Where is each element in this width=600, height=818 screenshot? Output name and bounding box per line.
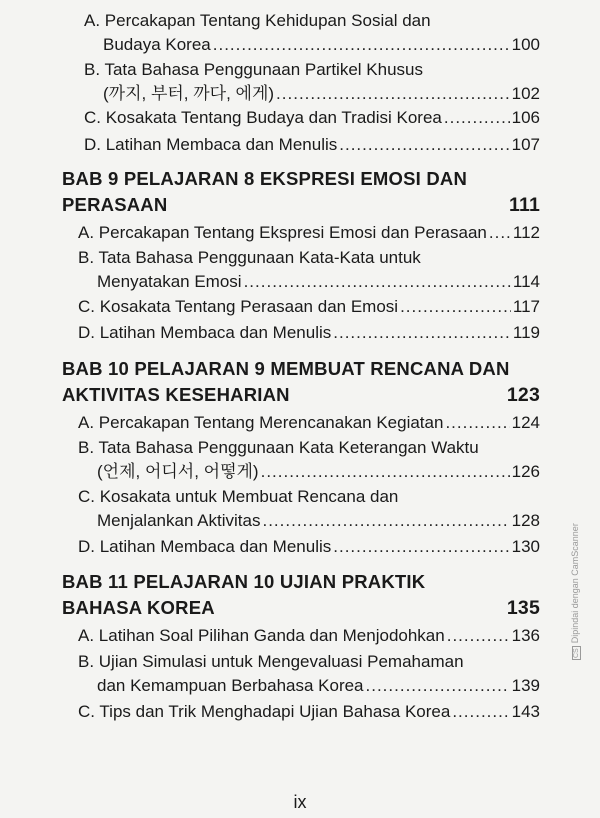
entry-title: B. Ujian Simulasi untuk Mengevaluasi Pemahaman bbox=[78, 652, 464, 671]
entry-title-cont: (까지, 부터, 까다, 에게) bbox=[103, 84, 275, 103]
entry-title: B. Tata Bahasa Penggunaan Partikel Khusus bbox=[84, 60, 423, 79]
toc-entry bbox=[84, 133, 540, 157]
page-number: 107 bbox=[511, 135, 540, 154]
chapter-heading bbox=[62, 166, 540, 218]
page-number: 126 bbox=[511, 462, 540, 481]
leader-dots bbox=[366, 674, 510, 698]
entry-title: B. Tata Bahasa Penggunaan Kata-Kata untuk bbox=[78, 248, 421, 267]
leader-dots bbox=[489, 221, 511, 245]
page-number: 112 bbox=[512, 223, 540, 242]
toc-entry bbox=[78, 535, 540, 559]
chapter-title-cont: AKTIVITAS KESEHARIAN bbox=[62, 384, 290, 405]
scanner-watermark bbox=[570, 500, 584, 660]
leader-dots bbox=[447, 624, 510, 648]
page-number: 143 bbox=[511, 702, 540, 721]
entry-title-cont: (언제, 어디서, 어떻게) bbox=[97, 462, 259, 481]
chapter-title: BAB 9 PELAJARAN 8 EKSPRESI EMOSI DAN bbox=[62, 168, 468, 189]
entry-title: A. Percakapan Tentang Merencanakan Kegiatan bbox=[78, 413, 444, 432]
scanner-badge: CS bbox=[573, 648, 580, 658]
entry-title: C. Kosakata Tentang Perasaan dan Emosi bbox=[78, 297, 399, 316]
page-number: 114 bbox=[512, 272, 540, 291]
entry-title: C. Kosakata Tentang Budaya dan Tradisi Korea bbox=[84, 108, 442, 127]
entry-title: C. Tips dan Trik Menghadapi Ujian Bahasa Korea bbox=[78, 702, 451, 721]
page-number: 130 bbox=[511, 537, 540, 556]
chapter-title: BAB 11 PELAJARAN 10 UJIAN PRAKTIK bbox=[62, 571, 426, 592]
chapter-heading bbox=[62, 569, 540, 621]
entry-title: C. Kosakata untuk Membuat Rencana dan bbox=[78, 487, 399, 506]
page-number: 117 bbox=[512, 297, 540, 316]
page-folio: ix bbox=[293, 792, 307, 812]
leader-dots bbox=[444, 106, 510, 130]
scanner-text: Dipindai dengan CamScanner bbox=[570, 523, 580, 644]
toc-entry bbox=[78, 485, 540, 533]
toc-entry bbox=[84, 106, 540, 130]
entry-title-cont: Budaya Korea bbox=[103, 35, 211, 54]
leader-dots bbox=[400, 295, 511, 319]
entry-title-cont: dan Kemampuan Berbahasa Korea bbox=[97, 676, 364, 695]
entry-title-cont: Menjalankan Aktivitas bbox=[97, 511, 261, 530]
toc-entry bbox=[78, 411, 540, 435]
toc-entry bbox=[78, 624, 540, 648]
chapter-page-number: 123 bbox=[506, 384, 540, 406]
leader-dots bbox=[261, 460, 510, 484]
chapter-title-cont: BAHASA KOREA bbox=[62, 597, 215, 618]
page-number: 139 bbox=[511, 676, 540, 695]
toc-entry bbox=[78, 321, 540, 345]
page-number: 136 bbox=[511, 626, 540, 645]
toc-entry bbox=[84, 9, 540, 57]
chapter-title: BAB 10 PELAJARAN 9 MEMBUAT RENCANA DAN bbox=[62, 358, 510, 379]
toc-entry bbox=[78, 700, 540, 724]
page-number: 128 bbox=[511, 511, 540, 530]
entry-title: D. Latihan Membaca dan Menulis bbox=[78, 537, 332, 556]
leader-dots bbox=[339, 133, 509, 157]
page-number: 102 bbox=[511, 84, 540, 103]
entry-title: D. Latihan Membaca dan Menulis bbox=[78, 323, 332, 342]
page-number: 124 bbox=[511, 413, 540, 432]
leader-dots bbox=[276, 82, 510, 106]
leader-dots bbox=[445, 411, 509, 435]
leader-dots bbox=[262, 509, 509, 533]
leader-dots bbox=[452, 700, 509, 724]
toc-entry bbox=[78, 650, 540, 698]
chapter-page-number: 135 bbox=[506, 597, 540, 619]
toc-entry bbox=[78, 295, 540, 319]
leader-dots bbox=[244, 270, 511, 294]
toc-entry bbox=[78, 436, 540, 484]
page-number: 119 bbox=[512, 323, 540, 342]
entry-title: A. Percakapan Tentang Ekspresi Emosi dan Perasaan bbox=[78, 223, 487, 242]
chapter-heading bbox=[62, 356, 540, 408]
page-number: 106 bbox=[511, 108, 540, 127]
entry-title: D. Latihan Membaca dan Menulis bbox=[84, 135, 338, 154]
leader-dots bbox=[333, 535, 509, 559]
toc-entry bbox=[78, 221, 540, 245]
entry-title: A. Percakapan Tentang Kehidupan Sosial dan bbox=[84, 11, 431, 30]
leader-dots bbox=[333, 321, 511, 345]
entry-title-cont: Menyatakan Emosi bbox=[97, 272, 242, 291]
toc-entry bbox=[84, 58, 540, 106]
leader-dots bbox=[213, 33, 510, 57]
chapter-page-number: 111 bbox=[509, 194, 540, 216]
page-number: 100 bbox=[511, 35, 540, 54]
entry-title: B. Tata Bahasa Penggunaan Kata Keterangan Waktu bbox=[78, 438, 479, 457]
chapter-title-cont: PERASAAN bbox=[62, 194, 168, 215]
entry-title: A. Latihan Soal Pilihan Ganda dan Menjodohkan bbox=[78, 626, 445, 645]
toc-entry bbox=[78, 246, 540, 294]
